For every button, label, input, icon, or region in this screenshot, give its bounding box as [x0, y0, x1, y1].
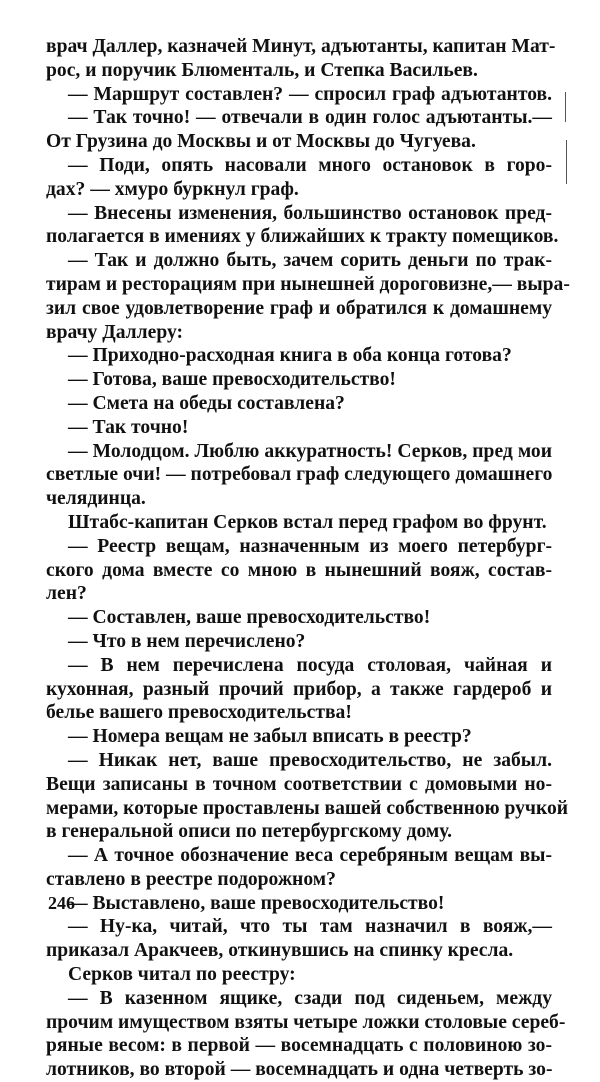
- text-line: ряные весом: в первой — восемнадцать с половиною зо-: [46, 1035, 552, 1057]
- text-line: — Так точно!: [68, 416, 189, 438]
- text-line: челядинца.: [46, 488, 146, 510]
- text-line: — А точное обозначение веса серебряным вещам вы-: [68, 845, 552, 867]
- text-line: — Маршрут составлен? — спросил граф адъютантов.: [68, 83, 552, 105]
- text-line: светлые очи! — потребовал граф следующего домашнего: [46, 464, 553, 486]
- text-line: лен?: [46, 583, 87, 605]
- text-line: прочим имуществом взяты четыре ложки столовые сереб-: [46, 1011, 566, 1033]
- text-line: Серков читал по реестру:: [68, 964, 296, 986]
- text-line: — Готова, ваше превосходительство!: [68, 369, 396, 391]
- text-line: тирам и ресторациям при нынешней дороговизне,— выра-: [46, 273, 570, 295]
- text-line: — Что в нем перечислено?: [68, 630, 306, 652]
- text-line: врачу Даллеру:: [46, 321, 184, 343]
- margin-mark: [565, 92, 566, 122]
- text-line: — Выставлено, ваше превосходительство!: [68, 892, 445, 914]
- text-line: врач Даллер, казначей Минут, адъютанты, капитан Мат-: [46, 36, 556, 57]
- text-line: — Ну-ка, читай, что ты там назначил в вояж,—: [68, 916, 552, 938]
- text-line: — Реестр вещам, назначенным из моего петербург-: [68, 535, 552, 557]
- text-line: — Приходно-расходная книга в оба конца готова?: [68, 345, 512, 367]
- text-line: рос, и поручик Блюменталь, и Степка Васильев.: [46, 59, 478, 81]
- page-text: [46, 35, 570, 1082]
- page-number: 246: [48, 893, 75, 913]
- text-line: — Поди, опять насовали много остановок в горо-: [68, 154, 552, 176]
- text-line: Штабс-капитан Серков встал перед графом во фрунт.: [68, 511, 547, 533]
- text-line: — Составлен, ваше превосходительство!: [68, 607, 431, 629]
- text-line: приказал Аракчеев, откинувшись на спинку кресла.: [46, 940, 514, 962]
- text-line: — Так и должно быть, зачем сорить деньги по трак-: [68, 250, 552, 272]
- text-line: — Никак нет, ваше превосходительство, не забыл.: [68, 749, 552, 771]
- margin-mark: [566, 140, 567, 184]
- text-line: белье вашего превосходительства!: [46, 702, 352, 724]
- text-line: лотников, во второй — восемнадцать и одна четверть зо-: [46, 1059, 553, 1081]
- text-line: в генеральной описи по петербургскому дому.: [46, 821, 452, 843]
- text-line: — Смета на обеды составлена?: [68, 392, 345, 414]
- text-line: От Грузина до Москвы и от Москвы до Чугуева.: [46, 131, 476, 153]
- text-line: кухонная, разный прочий прибор, а также гардероб и: [46, 678, 552, 700]
- text-line: — Внесены изменения, большинство остановок пред-: [68, 202, 552, 224]
- text-line: мерами, которые проставлены вашей собственною ручкой: [46, 797, 569, 819]
- text-line: дах? — хмуро буркнул граф.: [46, 178, 299, 200]
- text-line: — Номера вещам не забыл вписать в реестр?: [68, 726, 472, 748]
- text-line: полагается в имениях у ближайших к тракту помещиков.: [46, 226, 559, 248]
- text-line: — Молодцом. Люблю аккуратность! Серков, пред мои: [68, 440, 552, 462]
- text-line: Вещи записаны в точном соответствии с домовыми но-: [46, 773, 552, 795]
- text-line: — В казенном ящике, сзади под сиденьем, между: [68, 987, 552, 1009]
- text-line: — Так точно! — отвечали в один голос адъютанты.—: [68, 107, 552, 129]
- text-line: ставлено в реестре подорожном?: [46, 868, 336, 890]
- text-line: зил свое удовлетворение граф и обратился к домашнему: [46, 297, 552, 319]
- text-line: — В нем перечислена посуда столовая, чайная и: [68, 654, 552, 676]
- text-line: ского дома вместе со мною в нынешний вояж, состав-: [46, 559, 552, 581]
